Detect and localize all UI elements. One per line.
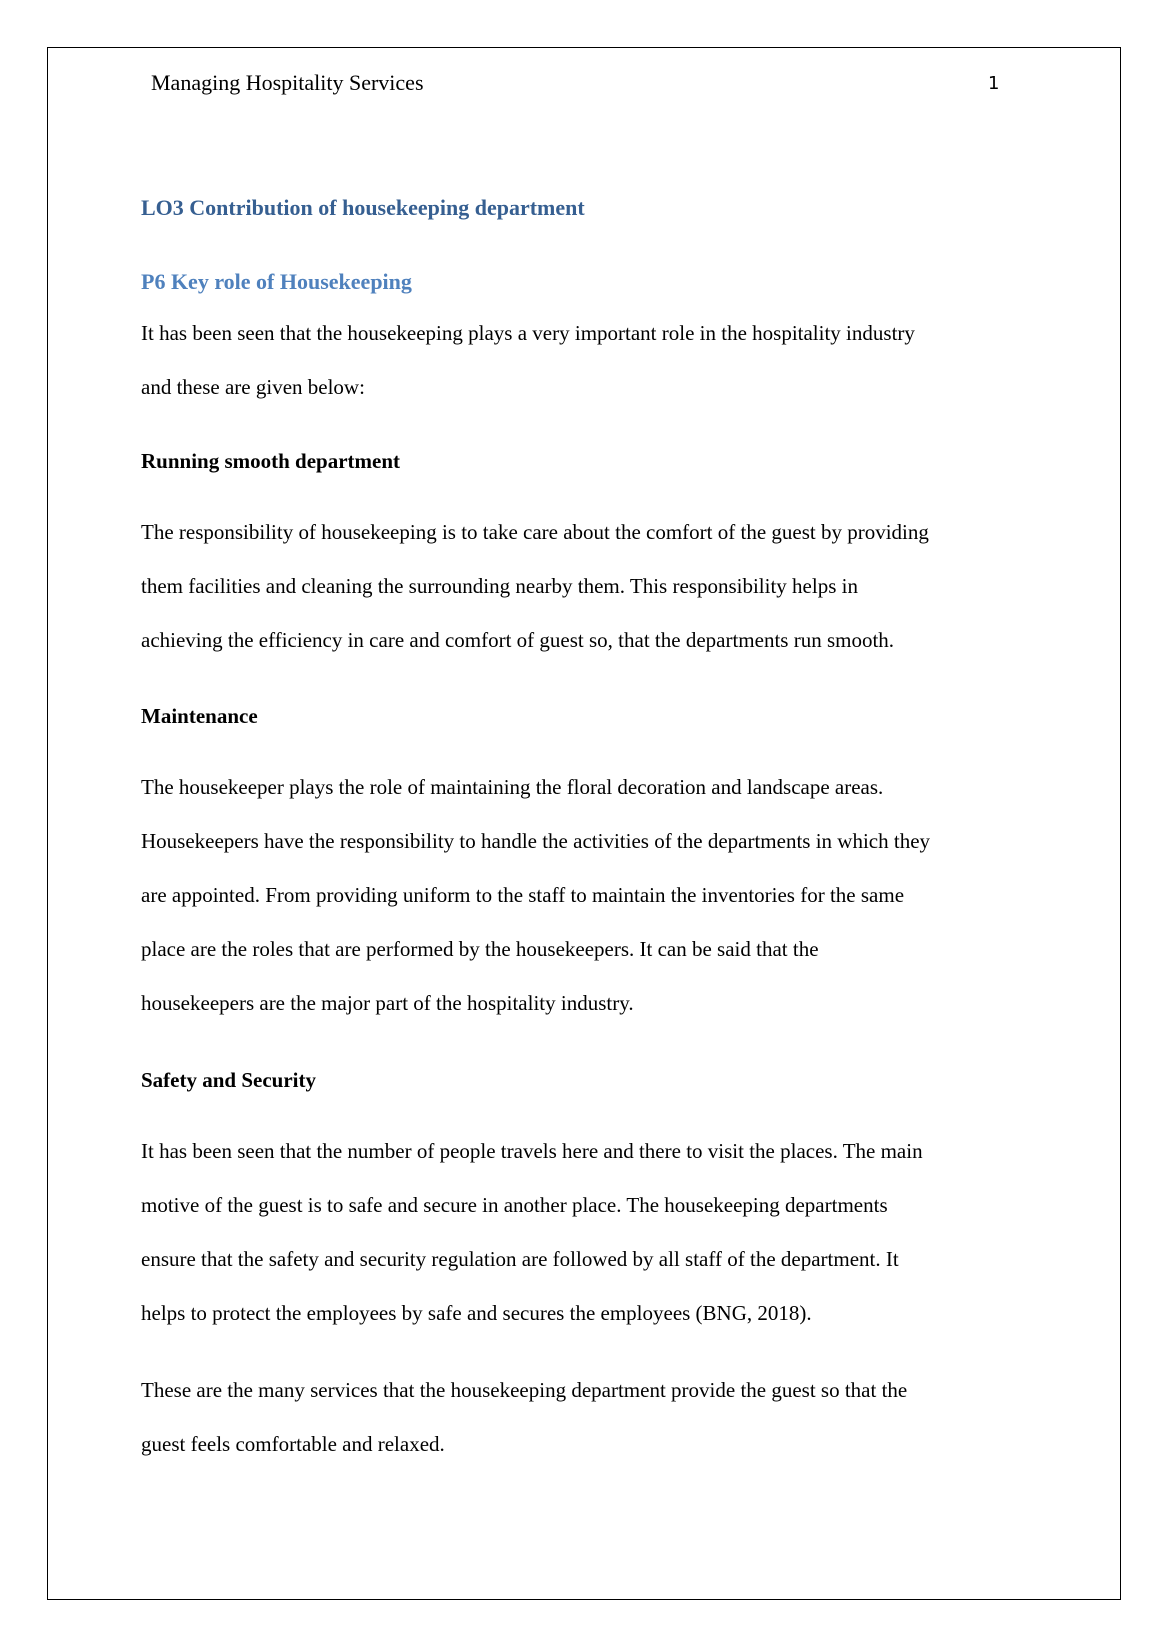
section-paragraph-safety-security: [141, 1124, 1041, 1340]
paragraph-line: The responsibility of housekeeping is to take care about the comfort of the guest by providing: [141, 520, 929, 544]
paragraph-line: guest feels comfortable and relaxed.: [141, 1432, 445, 1456]
intro-line: It has been seen that the housekeeping plays a very important role in the hospitality industry: [141, 321, 915, 345]
section-title-maintenance: Maintenance: [141, 704, 258, 728]
intro-paragraph: [141, 306, 1041, 414]
paragraph-line: These are the many services that the housekeeping department provide the guest so that the: [141, 1378, 908, 1402]
section-paragraph-running-smooth: [141, 505, 1041, 667]
paragraph-line: them facilities and cleaning the surrounding nearby them. This responsibility helps in: [141, 574, 858, 598]
paragraph-line: The housekeeper plays the role of maintaining the floral decoration and landscape areas.: [141, 775, 884, 799]
paragraph-line: It has been seen that the number of people travels here and there to visit the places. The main: [141, 1139, 923, 1163]
paragraph-line: ensure that the safety and security regulation are followed by all staff of the department. It: [141, 1247, 899, 1271]
section-title-safety-security: Safety and Security: [141, 1068, 316, 1092]
paragraph-line: motive of the guest is to safe and secure in another place. The housekeeping departments: [141, 1193, 888, 1217]
section-title-running-smooth: Running smooth department: [141, 449, 401, 473]
intro-line: and these are given below:: [141, 375, 365, 399]
page-number: 1: [988, 73, 1000, 94]
heading-p6: P6 Key role of Housekeeping: [141, 269, 412, 294]
paragraph-line: place are the roles that are performed by the housekeepers. It can be said that the: [141, 937, 819, 961]
paragraph-line: are appointed. From providing uniform to the staff to maintain the inventories for the same: [141, 883, 905, 907]
running-header-title: Managing Hospitality Services: [151, 70, 424, 95]
paragraph-line: housekeepers are the major part of the hospitality industry.: [141, 991, 634, 1015]
section-paragraph-maintenance: [141, 760, 1041, 1030]
conclusion-paragraph: [141, 1363, 1041, 1471]
paragraph-line: helps to protect the employees by safe and secures the employees (BNG, 2018).: [141, 1301, 812, 1325]
paragraph-line: Housekeepers have the responsibility to handle the activities of the departments in which they: [141, 829, 931, 853]
paragraph-line: achieving the efficiency in care and comfort of guest so, that the departments run smooth.: [141, 628, 895, 652]
heading-lo3: LO3 Contribution of housekeeping department: [141, 195, 585, 220]
